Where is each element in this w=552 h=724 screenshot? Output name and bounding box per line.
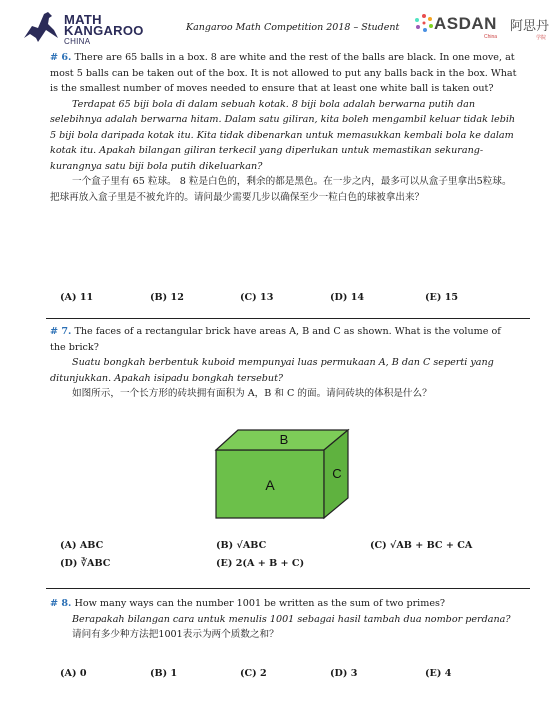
- question-6-chinese: 一个盒子里有 65 粒球。 8 粒是白色的，剩余的都是黑色。在一步之内，最多可以从盒子里拿出5粒球。把球再放入盒子里是不被允许的。请问最少需要几步以确保至少一粒白色的球被拿出来？: [50, 176, 512, 203]
- asdan-brand: ASDAN: [434, 14, 497, 33]
- q6-option-d[interactable]: (D) 14: [330, 292, 365, 303]
- question-7-number: # 7.: [50, 326, 72, 337]
- question-7: [50, 324, 518, 402]
- q8-option-b[interactable]: (B) 1: [150, 668, 178, 679]
- q7-option-a[interactable]: (A) ABC: [60, 540, 104, 551]
- question-8-malay: Berapakah bilangan cara untuk menulis 1001 sebagai hasil tambah dua nombor perdana?: [72, 613, 511, 625]
- divider-2: [46, 588, 530, 589]
- asdan-brand-sub: China: [484, 34, 498, 40]
- asdan-brand-cn: 阿思丹: [510, 18, 550, 33]
- q7-option-d[interactable]: (D) ∛ABC: [60, 558, 111, 569]
- question-8-english-text: How many ways can the number 1001 be written as the sum of two primes?: [74, 598, 446, 609]
- question-7-english-text: The faces of a rectangular brick have areas A, B and C as shown. What is the volume of the brick?: [50, 326, 501, 353]
- question-8-number: # 8.: [50, 598, 72, 609]
- question-8-chinese: 请问有多少种方法把1001表示为两个质数之和？: [72, 629, 279, 640]
- question-7-malay: Suatu bongkah berbentuk kuboid mempunyai luas permukaan A, B dan C seperti yang ditunjukkan. Apakah isipadu bongkah tersebut?: [50, 357, 494, 384]
- q6-option-a[interactable]: (A) 11: [60, 292, 94, 303]
- question-7-chinese: 如图所示，一个长方形的砖块拥有面积为 A，B 和 C 的面。请问砖块的体积是什么？: [72, 388, 432, 399]
- question-6-number: # 6.: [50, 52, 72, 63]
- question-8: [50, 596, 518, 643]
- q7-option-b[interactable]: (B) √ABC: [216, 540, 267, 551]
- question-7-english: [50, 324, 518, 355]
- logo-line-3: CHINA: [64, 37, 91, 46]
- question-6-malay: Terdapat 65 biji bola di dalam sebuah kotak. 8 biji bola adalah berwarna putih dan selebihnya adalah berwarna hitam. Dalam satu giliran, kita boleh mengambil keluar tidak lebih 5 biji bola daripada kotak itu. Kita tidak dibenarkan untuk memasukkan kembali bola ke dalam kotak itu. Apakah bilangan giliran terkecil yang diperlukan untuk memastikan sekurang-kurangnya satu biji bola putih dikeluarkan?: [50, 98, 516, 172]
- q6-option-c[interactable]: (C) 13: [240, 292, 274, 303]
- face-label-b: B: [279, 432, 289, 447]
- face-label-c: C: [332, 466, 342, 481]
- kangaroo-logo-icon: [18, 8, 62, 44]
- q7-option-c[interactable]: (C) √AB + BC + CA: [370, 540, 473, 551]
- q6-option-e[interactable]: (E) 15: [425, 292, 459, 303]
- asdan-brand-sub2: 学院: [536, 35, 547, 41]
- logo-line-2: KANGAROO: [64, 23, 144, 38]
- q8-option-d[interactable]: (D) 3: [330, 668, 358, 679]
- question-6-english: [50, 50, 518, 97]
- q8-option-c[interactable]: (C) 2: [240, 668, 267, 679]
- question-6: [50, 50, 518, 205]
- q7-option-e[interactable]: (E) 2(A + B + C): [216, 558, 305, 569]
- logo-wordmark: [64, 14, 144, 47]
- question-8-english: [50, 596, 518, 612]
- brick-diagram: [214, 428, 354, 520]
- page-header: [0, 0, 552, 50]
- face-label-a: A: [265, 477, 275, 493]
- q8-option-e[interactable]: (E) 4: [425, 668, 452, 679]
- question-6-english-text: There are 65 balls in a box. 8 are white and the rest of the balls are black. In one move, at most 5 balls can be taken out of the box. It is not allowed to put any balls back in the box. What is the smallest number of moves needed to ensure that at least one white ball is taken out?: [50, 52, 517, 94]
- competition-title: Kangaroo Math Competition 2018 – Student: [186, 22, 400, 33]
- divider-1: [46, 318, 530, 319]
- q8-option-a[interactable]: (A) 0: [60, 668, 87, 679]
- logo-line-1: MATH: [64, 12, 102, 27]
- q6-option-b[interactable]: (B) 12: [150, 292, 184, 303]
- asdan-dots-icon: [414, 13, 434, 33]
